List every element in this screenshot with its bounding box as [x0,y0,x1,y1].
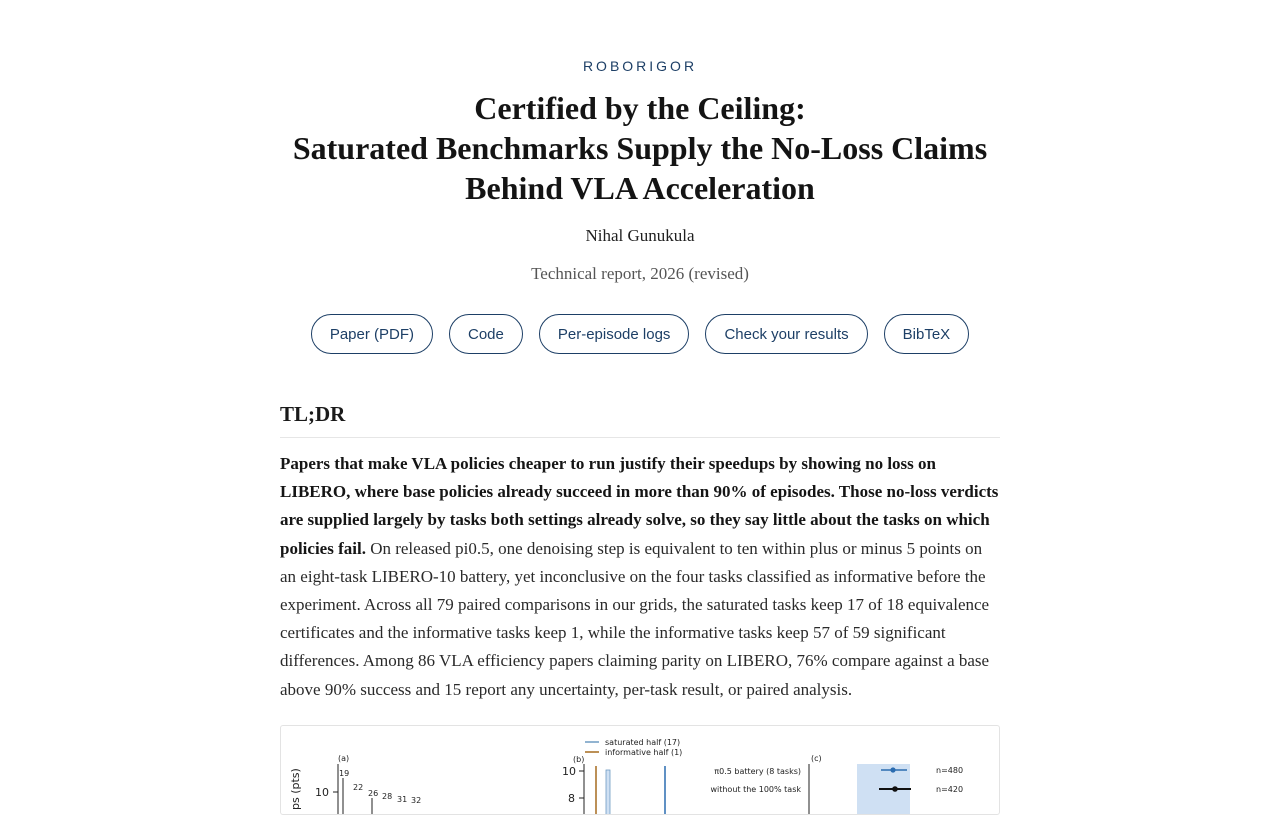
panel-a-bar-label: 31 [397,795,408,804]
panel-a-bar-label: 19 [339,769,350,778]
per-episode-logs-button[interactable]: Per-episode logs [539,314,690,354]
author-name: Nihal Gunukula [585,226,695,245]
panel-c-label: (c) [811,754,822,763]
project-kicker: ROBORIGOR [582,58,698,74]
tldr-paragraph [280,450,1000,704]
panel-b-ytick: 10 [562,765,576,778]
panel-a-bar-label: 32 [411,796,422,805]
paper-pdf-button[interactable]: Paper (PDF) [311,314,433,354]
panel-c-row-label: without the 100% task [710,785,801,794]
panel-a-bar-label: 22 [353,783,364,792]
title-line: Certified by the Ceiling: [474,90,806,126]
figure-canvas [281,726,1000,815]
panel-c-point [890,767,895,772]
bibtex-button[interactable]: BibTeX [884,314,970,354]
panel-a-ylabel: ps (pts) [289,768,302,810]
panel-a-bar-label: 28 [382,792,393,801]
paper-title [240,88,1040,208]
panel-b-hist-bar [606,770,610,815]
panel-c-point [892,786,898,792]
section-divider [280,437,1000,438]
panel-c-n: n=420 [936,785,964,794]
tldr-body: On released pi0.5, one denoising step is equivalent to ten within plus or minus 5 points on an eight-task LIBERO-10 battery, yet inconclusive on the four tasks classified as informative before the experiment. Across all 79 paired comparisons in our grids, the saturated tasks keep 17 of 18 equivalence certificates and the informative tasks keep 1, while the informative tasks keep 57 of 59 significant differences. Among 86 VLA efficiency papers claiming parity on LIBERO, 76% compare against a base above 90% success and 15 report any uncertainty, per-task result, or paired analysis. [280,538,990,699]
check-results-button[interactable]: Check your results [705,314,867,354]
legend-saturated: saturated half (17) [605,738,681,747]
panel-b-ytick: 8 [568,792,575,805]
title-line: Saturated Benchmarks Supply the No-Loss Claims [292,130,988,166]
results-figure [280,725,1000,815]
panel-a-ytick: 10 [315,786,329,799]
panel-a-label: (a) [338,754,350,763]
tldr-heading: TL;DR [280,402,346,426]
venue-line: Technical report, 2026 (revised) [531,264,749,283]
panel-c-row-label: π0.5 battery (8 tasks) [714,767,801,776]
legend-informative: informative half (1) [605,748,683,757]
panel-c-n: n=480 [936,766,964,775]
link-bar [0,314,1280,354]
tldr-bold-summary: Papers that make VLA policies cheaper to run justify their speedups by showing no loss on LIBERO, where base policies already succeed in more than 90% of episodes. Those no-loss verdicts are supplied largely by tasks both settings already solve, so they say little about the tasks on which policies fail. [280,454,999,558]
panel-b-label: (b) [573,755,585,764]
panel-a-bar-label: 26 [368,789,379,798]
title-line: Behind VLA Acceleration [465,170,815,206]
code-button[interactable]: Code [449,314,523,354]
